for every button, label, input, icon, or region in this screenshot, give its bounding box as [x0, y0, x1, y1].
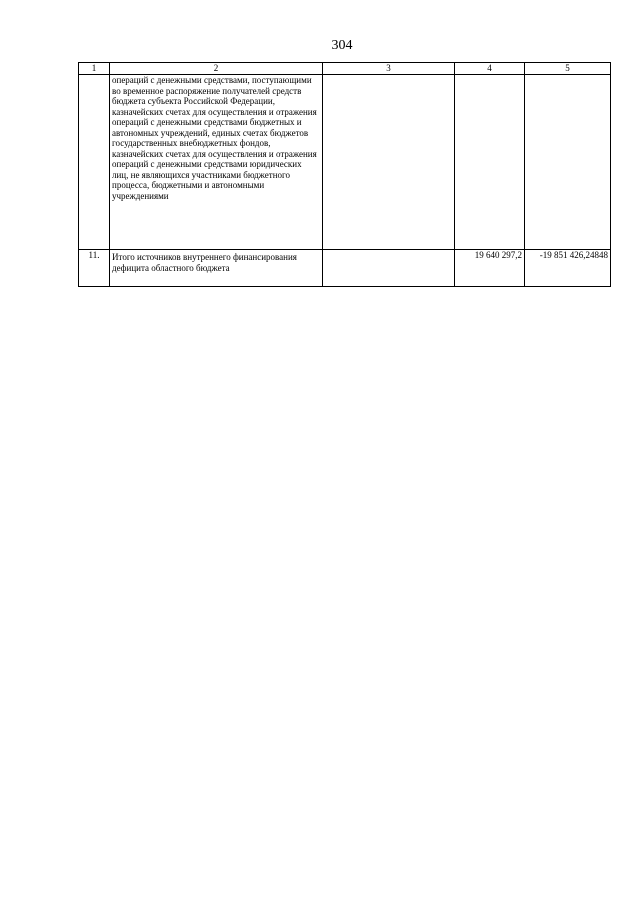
- column-header-2: 2: [110, 63, 323, 75]
- table-row-total: [79, 250, 611, 287]
- row-number-cell: [79, 75, 110, 250]
- column-header-1: 1: [79, 63, 110, 75]
- row-value-5-cell: [525, 75, 611, 250]
- page-number: 304: [331, 38, 353, 53]
- column-header-4: 4: [455, 63, 525, 75]
- row-value-4-cell: 19 640 297,2: [455, 250, 525, 287]
- row-number-cell: 11.: [79, 250, 110, 287]
- row-value-5-cell: -19 851 426,24848: [525, 250, 611, 287]
- row-value-4-cell: [455, 75, 525, 250]
- column-header-3: 3: [323, 63, 455, 75]
- table-header-row: [79, 63, 611, 75]
- row-name-cell: операций с денежными средствами, поступающими во временное распоряжение получателей средств бюджета субъекта Российской Федерации, казначейских счетах для осуществления и отражения операций с денежными средствами бюджетных и автономных учреждений, единых счетах бюджетов государственных внебюджетных фондов, казначейских счетах для осуществления и отражения операций с денежными средствами юридических лиц, не являющихся участниками бюджетного процесса, бюджетными и автономными учреждениями: [110, 75, 323, 250]
- column-header-5: 5: [525, 63, 611, 75]
- table-row: [79, 75, 611, 250]
- row-name-cell: Итого источников внутреннего финансирования дефицита областного бюджета: [110, 250, 323, 287]
- row-code-cell: [323, 250, 455, 287]
- budget-table: [78, 62, 611, 287]
- row-code-cell: [323, 75, 455, 250]
